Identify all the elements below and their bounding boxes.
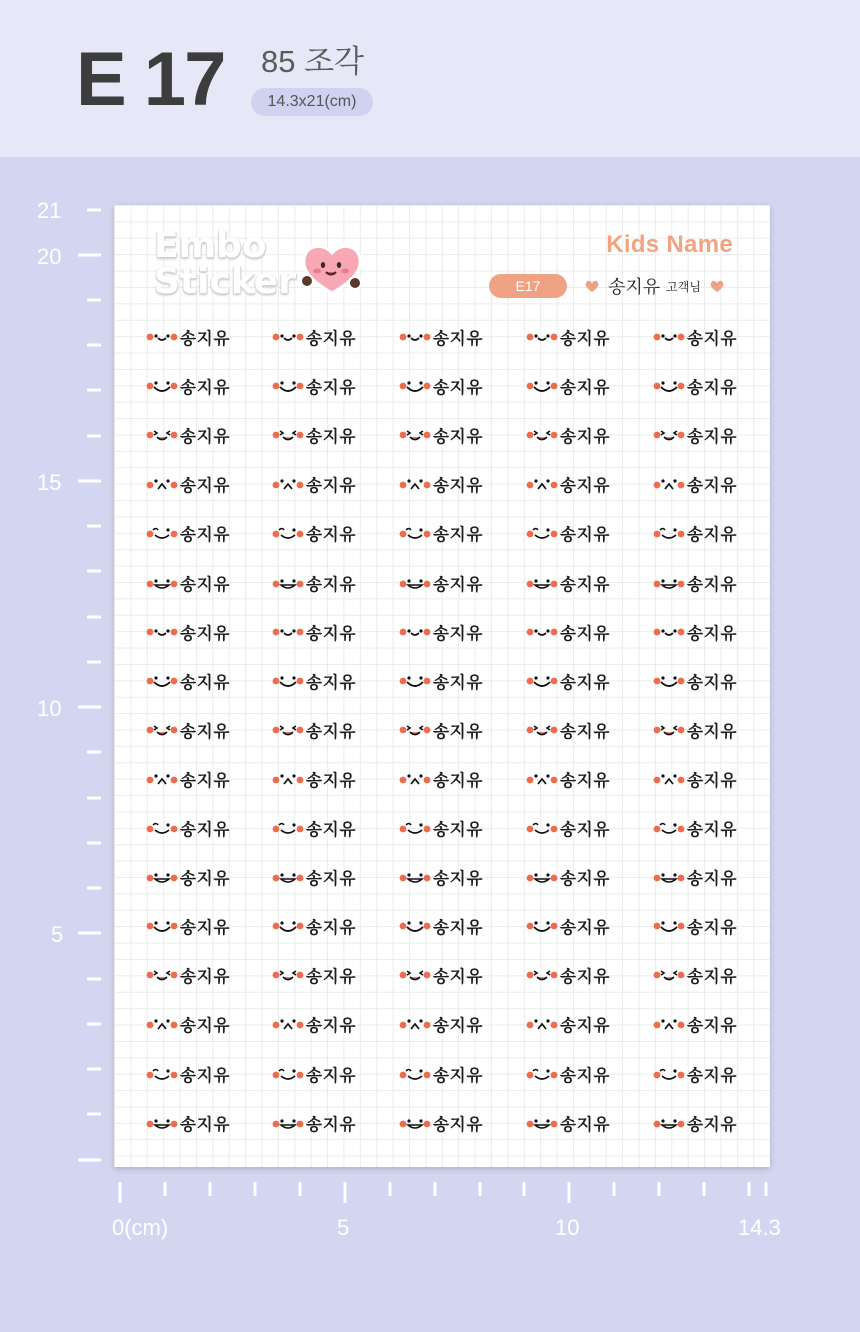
- wink-face-icon: [270, 518, 306, 548]
- name-sticker: [144, 862, 230, 892]
- cat-mouth-face-icon: [524, 469, 560, 499]
- wink-face-icon: [397, 1059, 433, 1089]
- name-sticker: [397, 1108, 483, 1138]
- ruler-label-15: 15: [37, 470, 62, 495]
- name-sticker: [524, 911, 610, 941]
- name-sticker: [144, 715, 230, 745]
- sticker-name-text: 송지유: [560, 820, 611, 839]
- sticker-name-text: 송지유: [560, 623, 611, 643]
- tongue-face-icon: [270, 960, 306, 990]
- tongue-face-icon: [524, 420, 560, 450]
- name-sticker: [144, 518, 230, 548]
- big-smile-face-icon: [270, 911, 306, 941]
- tongue-face-icon: [270, 715, 306, 745]
- sticker-name-text: 송지유: [687, 918, 738, 938]
- wink-face-icon: [397, 518, 433, 548]
- cat-mouth-face-icon: [144, 469, 180, 499]
- grin-face-icon: [524, 568, 560, 598]
- sticker-name-text: 송지유: [560, 378, 611, 398]
- smile-dot-face-icon: [524, 322, 560, 352]
- big-smile-face-icon: [397, 371, 433, 401]
- smile-dot-face-icon: [270, 617, 306, 647]
- sticker-name-text: 송지유: [306, 869, 357, 889]
- sticker-name-text: 송지유: [306, 574, 357, 594]
- tongue-face-icon: [524, 715, 560, 745]
- wink-face-icon: [651, 1059, 687, 1089]
- big-smile-face-icon: [144, 371, 180, 401]
- grin-face-icon: [270, 568, 306, 598]
- cat-mouth-face-icon: [524, 764, 560, 794]
- name-sticker: [524, 617, 610, 647]
- tongue-face-icon: [144, 715, 180, 745]
- name-sticker: [524, 1108, 610, 1138]
- name-sticker: [397, 1009, 483, 1039]
- sticker-name-text: 송지유: [306, 770, 357, 790]
- sticker-name-text: 송지유: [306, 623, 357, 643]
- sticker-name-text: 송지유: [306, 918, 357, 938]
- name-sticker: [144, 1059, 230, 1089]
- big-smile-face-icon: [270, 371, 306, 401]
- big-smile-face-icon: [270, 666, 306, 696]
- sticker-name-text: 송지유: [560, 770, 611, 790]
- sticker-name-text: 송지유: [433, 869, 484, 889]
- big-smile-face-icon: [651, 371, 687, 401]
- tongue-face-icon: [144, 960, 180, 990]
- sheet-code-badge: E17: [489, 274, 567, 298]
- name-sticker: [651, 568, 737, 598]
- name-sticker: [524, 568, 610, 598]
- sticker-name-text: 송지유: [560, 1016, 611, 1036]
- name-sticker: [524, 813, 610, 843]
- name-sticker: [270, 1108, 356, 1138]
- grin-face-icon: [144, 862, 180, 892]
- grin-face-icon: [651, 568, 687, 598]
- name-sticker: [270, 911, 356, 941]
- big-smile-face-icon: [524, 666, 560, 696]
- sticker-name-text: 송지유: [560, 967, 611, 987]
- sticker-name-text: 송지유: [687, 820, 738, 839]
- sticker-name-text: 송지유: [180, 721, 231, 741]
- name-sticker: [397, 960, 483, 990]
- cat-mouth-face-icon: [651, 1009, 687, 1039]
- name-sticker: [397, 813, 483, 843]
- ruler-label-h5: 5: [337, 1215, 350, 1240]
- big-smile-face-icon: [397, 666, 433, 696]
- name-sticker: [524, 518, 610, 548]
- name-sticker: [144, 911, 230, 941]
- sticker-name-text: 송지유: [560, 1114, 611, 1134]
- smile-dot-face-icon: [397, 617, 433, 647]
- wink-face-icon: [397, 813, 433, 843]
- grin-face-icon: [270, 1108, 306, 1138]
- name-sticker: [651, 813, 737, 843]
- smile-dot-face-icon: [651, 322, 687, 352]
- name-sticker: [270, 322, 356, 352]
- name-sticker: [397, 715, 483, 745]
- cat-mouth-face-icon: [144, 764, 180, 794]
- sticker-name-text: 송지유: [433, 918, 484, 938]
- sticker-name-text: 송지유: [306, 1065, 357, 1085]
- sticker-name-text: 송지유: [433, 721, 484, 741]
- wink-face-icon: [144, 518, 180, 548]
- wink-face-icon: [270, 813, 306, 843]
- sticker-name-text: 송지유: [180, 1114, 231, 1134]
- name-sticker: [397, 469, 483, 499]
- sticker-name-text: 송지유: [687, 378, 738, 398]
- grin-face-icon: [397, 1108, 433, 1138]
- name-sticker: [270, 568, 356, 598]
- sticker-grid: [114, 205, 770, 1167]
- tongue-face-icon: [397, 420, 433, 450]
- name-sticker: [270, 1059, 356, 1089]
- name-sticker: [524, 715, 610, 745]
- sticker-name-text: 송지유: [560, 721, 611, 741]
- sticker-name-text: 송지유: [687, 329, 738, 348]
- wink-face-icon: [524, 813, 560, 843]
- sticker-name-text: 송지유: [560, 918, 611, 938]
- ruler-label-h14-3: 14.3: [738, 1215, 781, 1240]
- grin-face-icon: [270, 862, 306, 892]
- grin-face-icon: [524, 862, 560, 892]
- name-sticker: [524, 1009, 610, 1039]
- grin-face-icon: [651, 862, 687, 892]
- ruler-label-0cm: 0(cm): [112, 1215, 169, 1240]
- cat-mouth-face-icon: [270, 1009, 306, 1039]
- ruler-label-5: 5: [51, 922, 64, 947]
- name-sticker: [397, 371, 483, 401]
- smile-dot-face-icon: [270, 322, 306, 352]
- name-sticker: [270, 764, 356, 794]
- sticker-name-text: 송지유: [687, 476, 738, 496]
- sticker-name-text: 송지유: [687, 525, 738, 545]
- sticker-name-text: 송지유: [180, 672, 231, 692]
- sticker-name-text: 송지유: [306, 329, 357, 348]
- sticker-name-text: 송지유: [433, 476, 484, 496]
- sticker-sheet: [114, 205, 770, 1167]
- sticker-name-text: 송지유: [180, 378, 231, 398]
- name-sticker: [651, 518, 737, 548]
- sticker-name-text: 송지유: [433, 623, 484, 643]
- sticker-name-text: 송지유: [433, 770, 484, 790]
- name-sticker: [651, 715, 737, 745]
- cat-mouth-face-icon: [270, 764, 306, 794]
- sticker-name-text: 송지유: [687, 574, 738, 594]
- name-sticker: [144, 420, 230, 450]
- sticker-name-text: 송지유: [180, 427, 231, 447]
- name-sticker: [144, 617, 230, 647]
- sticker-name-text: 송지유: [180, 525, 231, 545]
- sticker-name-text: 송지유: [180, 623, 231, 643]
- name-sticker: [524, 862, 610, 892]
- sticker-name-text: 송지유: [306, 721, 357, 741]
- name-sticker: [651, 322, 737, 352]
- name-sticker: [651, 960, 737, 990]
- big-smile-face-icon: [651, 911, 687, 941]
- sticker-name-text: 송지유: [306, 1016, 357, 1036]
- cat-mouth-face-icon: [397, 764, 433, 794]
- sticker-name-text: 송지유: [687, 427, 738, 447]
- grin-face-icon: [397, 862, 433, 892]
- name-sticker: [270, 813, 356, 843]
- name-sticker: [144, 813, 230, 843]
- name-sticker: [651, 469, 737, 499]
- sticker-name-text: 송지유: [560, 329, 611, 348]
- piece-count: 85 조각: [261, 44, 364, 79]
- cat-mouth-face-icon: [524, 1009, 560, 1039]
- name-sticker: [524, 1059, 610, 1089]
- name-sticker: [651, 617, 737, 647]
- sticker-name-text: 송지유: [180, 967, 231, 987]
- size-badge: 14.3x21(cm): [251, 88, 373, 116]
- sticker-name-text: 송지유: [433, 1065, 484, 1085]
- name-sticker: [651, 666, 737, 696]
- tongue-face-icon: [651, 420, 687, 450]
- sticker-name-text: 송지유: [306, 820, 357, 839]
- tongue-face-icon: [397, 960, 433, 990]
- name-sticker: [144, 322, 230, 352]
- sticker-name-text: 송지유: [306, 672, 357, 692]
- grin-face-icon: [524, 1108, 560, 1138]
- smile-dot-face-icon: [397, 322, 433, 352]
- sticker-name-text: 송지유: [433, 820, 484, 839]
- sticker-name-text: 송지유: [433, 574, 484, 594]
- sticker-name-text: 송지유: [180, 1016, 231, 1036]
- sticker-name-text: 송지유: [433, 378, 484, 398]
- big-smile-face-icon: [524, 371, 560, 401]
- sticker-name-text: 송지유: [306, 378, 357, 398]
- name-sticker: [651, 1059, 737, 1089]
- name-sticker: [524, 322, 610, 352]
- cat-mouth-face-icon: [270, 469, 306, 499]
- name-sticker: [144, 764, 230, 794]
- name-sticker: [397, 911, 483, 941]
- grin-face-icon: [651, 1108, 687, 1138]
- sticker-name-text: 송지유: [180, 918, 231, 938]
- name-sticker: [144, 568, 230, 598]
- name-sticker: [524, 960, 610, 990]
- sticker-name-text: 송지유: [687, 1065, 738, 1085]
- name-sticker: [651, 371, 737, 401]
- smile-dot-face-icon: [144, 322, 180, 352]
- name-sticker: [270, 469, 356, 499]
- sticker-name-text: 송지유: [560, 476, 611, 496]
- tongue-face-icon: [397, 715, 433, 745]
- sticker-name-text: 송지유: [560, 672, 611, 692]
- sticker-name-text: 송지유: [180, 329, 231, 348]
- sticker-name-text: 송지유: [560, 1065, 611, 1085]
- big-smile-face-icon: [651, 666, 687, 696]
- sticker-name-text: 송지유: [687, 623, 738, 643]
- ruler-label-10: 10: [37, 696, 62, 721]
- sticker-name-text: 송지유: [306, 967, 357, 987]
- ruler-label-21: 21: [37, 198, 62, 223]
- sticker-name-text: 송지유: [687, 672, 738, 692]
- name-sticker: [397, 617, 483, 647]
- big-smile-face-icon: [397, 911, 433, 941]
- sticker-name-text: 송지유: [180, 476, 231, 496]
- sticker-name-text: 송지유: [180, 869, 231, 889]
- big-smile-face-icon: [144, 666, 180, 696]
- wink-face-icon: [270, 1059, 306, 1089]
- name-sticker: [270, 617, 356, 647]
- name-sticker: [270, 420, 356, 450]
- name-sticker: [651, 1009, 737, 1039]
- sticker-name-text: 송지유: [306, 1114, 357, 1134]
- name-sticker: [651, 764, 737, 794]
- sticker-name-text: 송지유: [687, 721, 738, 741]
- name-sticker: [651, 1108, 737, 1138]
- sticker-name-text: 송지유: [180, 1065, 231, 1085]
- name-sticker: [144, 469, 230, 499]
- name-sticker: [651, 420, 737, 450]
- sticker-name-text: 송지유: [433, 525, 484, 545]
- cat-mouth-face-icon: [397, 469, 433, 499]
- grin-face-icon: [144, 568, 180, 598]
- cat-mouth-face-icon: [144, 1009, 180, 1039]
- name-sticker: [524, 666, 610, 696]
- big-smile-face-icon: [524, 911, 560, 941]
- name-sticker: [270, 715, 356, 745]
- header-band: [0, 0, 860, 157]
- name-sticker: [524, 371, 610, 401]
- name-sticker: [397, 1059, 483, 1089]
- sticker-name-text: 송지유: [180, 770, 231, 790]
- sticker-name-text: 송지유: [687, 869, 738, 889]
- name-sticker: [270, 518, 356, 548]
- cat-mouth-face-icon: [651, 764, 687, 794]
- name-sticker: [270, 666, 356, 696]
- tongue-face-icon: [270, 420, 306, 450]
- name-sticker: [144, 1009, 230, 1039]
- name-sticker: [144, 1108, 230, 1138]
- owner-name: 송지유: [608, 277, 661, 297]
- name-sticker: [651, 911, 737, 941]
- kids-name-title: Kids Name: [606, 231, 733, 258]
- name-sticker: [397, 322, 483, 352]
- name-sticker: [397, 518, 483, 548]
- wink-face-icon: [651, 813, 687, 843]
- product-code: E 17: [76, 37, 225, 122]
- wink-face-icon: [144, 813, 180, 843]
- name-sticker: [397, 764, 483, 794]
- sticker-name-text: 송지유: [687, 1016, 738, 1036]
- sticker-name-text: 송지유: [180, 574, 231, 594]
- name-sticker: [397, 666, 483, 696]
- logo-text-embo: Embo: [154, 225, 267, 266]
- cat-mouth-face-icon: [651, 469, 687, 499]
- name-sticker: [144, 666, 230, 696]
- wink-face-icon: [524, 1059, 560, 1089]
- name-sticker: [397, 420, 483, 450]
- sticker-name-text: 송지유: [687, 967, 738, 987]
- sticker-name-text: 송지유: [433, 427, 484, 447]
- tongue-face-icon: [144, 420, 180, 450]
- name-sticker: [270, 371, 356, 401]
- logo-text-sticker: Sticker: [154, 261, 296, 302]
- name-sticker: [144, 371, 230, 401]
- sticker-name-text: 송지유: [433, 672, 484, 692]
- sticker-name-text: 송지유: [560, 574, 611, 594]
- smile-dot-face-icon: [144, 617, 180, 647]
- sticker-name-text: 송지유: [306, 525, 357, 545]
- grin-face-icon: [144, 1108, 180, 1138]
- name-sticker: [270, 1009, 356, 1039]
- name-sticker: [524, 764, 610, 794]
- sticker-name-text: 송지유: [560, 427, 611, 447]
- ruler-label-20: 20: [37, 244, 62, 269]
- sticker-name-text: 송지유: [560, 525, 611, 545]
- wink-face-icon: [651, 518, 687, 548]
- name-sticker: [270, 960, 356, 990]
- name-sticker: [524, 469, 610, 499]
- sticker-name-text: 송지유: [433, 967, 484, 987]
- owner-honorific: 고객님: [666, 279, 701, 294]
- smile-dot-face-icon: [524, 617, 560, 647]
- wink-face-icon: [144, 1059, 180, 1089]
- smile-dot-face-icon: [651, 617, 687, 647]
- sticker-name-text: 송지유: [433, 329, 484, 348]
- name-sticker: [270, 862, 356, 892]
- sticker-name-text: 송지유: [306, 427, 357, 447]
- sticker-name-text: 송지유: [687, 770, 738, 790]
- name-sticker: [397, 568, 483, 598]
- tongue-face-icon: [651, 715, 687, 745]
- name-sticker: [144, 960, 230, 990]
- grin-face-icon: [397, 568, 433, 598]
- sticker-name-text: 송지유: [433, 1016, 484, 1036]
- ruler-label-h10: 10: [555, 1215, 580, 1240]
- sticker-name-text: 송지유: [433, 1114, 484, 1134]
- tongue-face-icon: [524, 960, 560, 990]
- name-sticker: [524, 420, 610, 450]
- big-smile-face-icon: [144, 911, 180, 941]
- sticker-name-text: 송지유: [306, 476, 357, 496]
- wink-face-icon: [524, 518, 560, 548]
- name-sticker: [651, 862, 737, 892]
- sticker-name-text: 송지유: [180, 820, 231, 839]
- sticker-name-text: 송지유: [687, 1114, 738, 1134]
- name-sticker: [397, 862, 483, 892]
- sticker-name-text: 송지유: [560, 869, 611, 889]
- cat-mouth-face-icon: [397, 1009, 433, 1039]
- tongue-face-icon: [651, 960, 687, 990]
